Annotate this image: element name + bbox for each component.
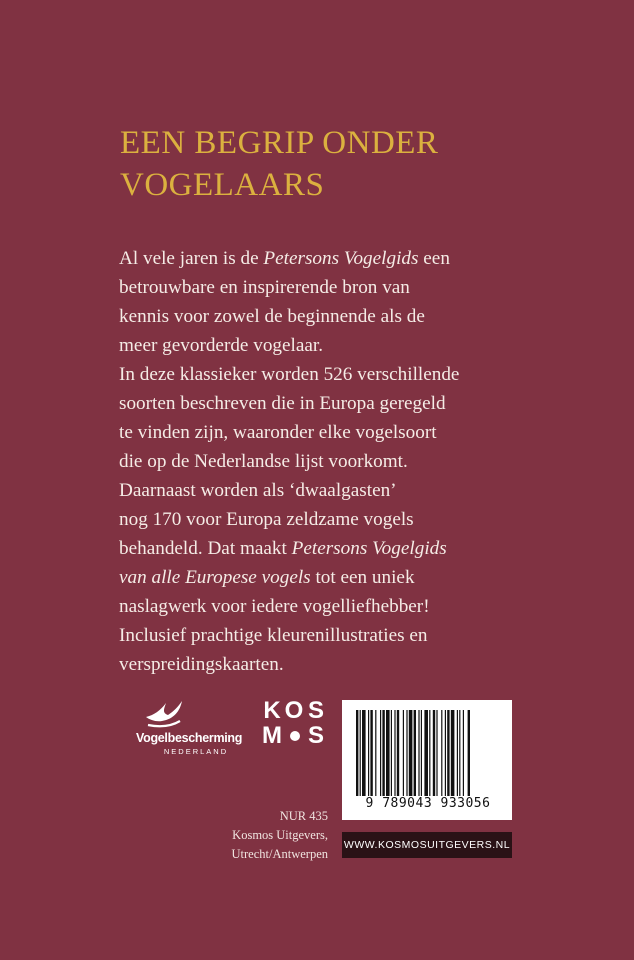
blurb-text <box>119 244 559 679</box>
barcode-bar <box>368 710 369 796</box>
barcode-bar <box>429 710 430 796</box>
kosmos-row-2 <box>262 723 332 748</box>
kosmos-letter: S <box>307 696 326 724</box>
barcode-bar <box>421 710 422 796</box>
barcode-bar <box>447 710 449 796</box>
vogelbescherming-logo <box>136 697 256 761</box>
barcode-bar <box>380 710 381 796</box>
blurb-line: naslagwerk voor iedere vogelliefhebber! <box>119 596 430 617</box>
barcode-bar <box>409 710 413 796</box>
blurb-line: verspreidingskaarten. <box>119 654 284 675</box>
barcode-bar <box>445 710 446 796</box>
barcode-bar <box>418 710 419 796</box>
barcode-bar <box>414 710 416 796</box>
blurb-line: soorten beschreven die in Europa geregeld <box>119 393 446 414</box>
bird-icon <box>144 697 184 729</box>
barcode-bar <box>394 710 395 796</box>
heading-line-1: EEN BEGRIP ONDER <box>120 125 439 161</box>
blurb-line: behandeld. Dat maakt Petersons Vogelgids <box>119 538 447 559</box>
barcode-bar <box>375 710 376 796</box>
blurb-line: Inclusief prachtige kleurenillustraties en <box>119 625 428 646</box>
barcode-bar <box>433 710 435 796</box>
barcode-bar <box>382 710 384 796</box>
barcode-bar <box>424 710 428 796</box>
barcode-bar <box>391 710 392 796</box>
barcode-bar <box>360 710 361 796</box>
kosmos-row-1 <box>262 698 332 723</box>
barcode-bar <box>397 710 399 796</box>
barcode-bar <box>457 710 458 796</box>
blurb-line: Al vele jaren is de Petersons Vogelgids een <box>119 248 450 269</box>
website-label: WWW.KOSMOSUITGEVERS.NL <box>342 832 512 858</box>
vogelbescherming-name: Vogelbescherming <box>136 731 243 745</box>
barcode-icon <box>356 710 498 796</box>
barcode-bar <box>386 710 390 796</box>
isbn-barcode <box>342 700 512 820</box>
kosmos-dot-icon <box>284 724 306 748</box>
barcode-bar <box>356 710 358 796</box>
barcode-bar <box>463 710 464 796</box>
book-title-italic: Petersons Vogelgids <box>291 538 447 559</box>
kosmos-letter: M <box>262 721 284 749</box>
blurb-line: te vinden zijn, waaronder elke vogelsoort <box>119 422 437 443</box>
barcode-bar <box>406 710 407 796</box>
barcode-bar <box>459 710 460 796</box>
vogelbescherming-sub: NEDERLAND <box>163 747 229 756</box>
blurb-line: Daarnaast worden als ‘dwaalgasten’ <box>119 480 397 501</box>
blurb-line: In deze klassieker worden 526 verschillende <box>119 364 460 385</box>
barcode-bar <box>441 710 442 796</box>
kosmos-letter: S <box>307 721 326 749</box>
imprint <box>190 807 328 864</box>
barcode-bar <box>451 710 455 796</box>
blurb-line: die op de Nederlandse lijst voorkomt. <box>119 451 408 472</box>
barcode-bar <box>468 710 470 796</box>
kosmos-logo <box>262 698 332 748</box>
barcode-bar <box>436 710 437 796</box>
isbn-number: 9 789043 933056 <box>365 796 491 811</box>
publisher-city: Utrecht/Antwerpen <box>231 847 328 861</box>
back-cover-heading <box>120 122 600 206</box>
blurb-line: meer gevorderde vogelaar. <box>119 335 324 356</box>
blurb-line: van alle Europese vogels tot een uniek <box>119 567 415 588</box>
nur-code: NUR 435 <box>279 809 328 823</box>
blurb-line: betrouwbare en inspirerende bron van <box>119 277 410 298</box>
kosmos-letter: O <box>284 696 306 724</box>
barcode-bar <box>403 710 404 796</box>
blurb-line: nog 170 voor Europa zeldzame vogels <box>119 509 414 530</box>
barcode-bar <box>370 710 372 796</box>
blurb-line: kennis voor zowel de beginnende als de <box>119 306 425 327</box>
book-title-italic: van alle Europese vogels <box>119 567 311 588</box>
book-title-italic: Petersons Vogelgids <box>263 248 419 269</box>
kosmos-letter: K <box>263 696 283 724</box>
heading-line-2: VOGELAARS <box>120 167 325 203</box>
publisher-name: Kosmos Uitgevers, <box>232 828 328 842</box>
barcode-bar <box>362 710 366 796</box>
